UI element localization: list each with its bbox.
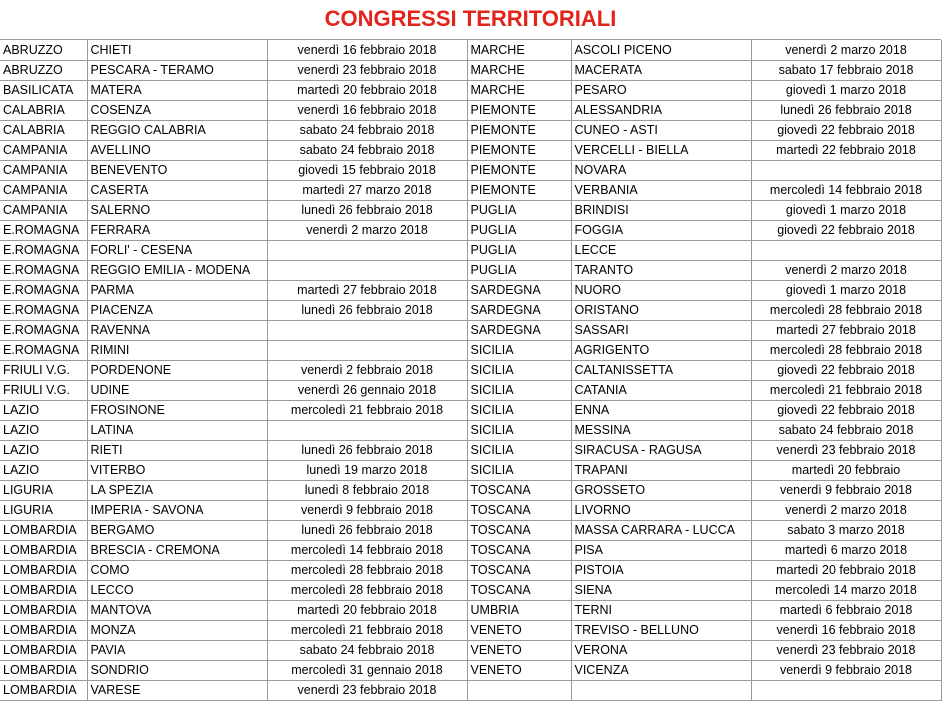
left-city-cell[interactable]: BENEVENTO (87, 160, 267, 180)
left-region-cell[interactable]: LOMBARDIA (0, 560, 87, 580)
left-date-cell[interactable] (267, 240, 467, 260)
table-row (0, 100, 941, 120)
right-city-cell[interactable]: CALTANISSETTA (571, 360, 751, 380)
right-date-cell[interactable] (751, 240, 941, 260)
right-city-cell[interactable]: SIRACUSA - RAGUSA (571, 440, 751, 460)
left-region-cell[interactable]: CAMPANIA (0, 160, 87, 180)
right-date-cell[interactable]: martedì 20 febbraio 2018 (751, 560, 941, 580)
table-row (0, 180, 941, 200)
right-date-cell[interactable]: mercoledì 28 febbraio 2018 (751, 340, 941, 360)
right-city-cell[interactable]: SASSARI (571, 320, 751, 340)
left-city-cell[interactable]: BERGAMO (87, 520, 267, 540)
right-date-cell[interactable]: giovedì 22 febbraio 2018 (751, 220, 941, 240)
right-city-cell[interactable]: TRAPANI (571, 460, 751, 480)
left-city-cell[interactable]: FORLI' - CESENA (87, 240, 267, 260)
right-region-cell[interactable]: SICILIA (467, 460, 571, 480)
right-city-cell[interactable]: LIVORNO (571, 500, 751, 520)
table-row (0, 200, 941, 220)
right-region-cell[interactable]: TOSCANA (467, 500, 571, 520)
right-date-cell[interactable]: venerdì 2 marzo 2018 (751, 40, 941, 60)
left-region-cell[interactable]: E.ROMAGNA (0, 240, 87, 260)
right-date-cell[interactable]: venerdì 16 febbraio 2018 (751, 620, 941, 640)
right-city-cell[interactable]: PISA (571, 540, 751, 560)
left-city-cell[interactable]: VITERBO (87, 460, 267, 480)
right-city-cell[interactable]: PESARO (571, 80, 751, 100)
right-city-cell[interactable]: TREVISO - BELLUNO (571, 620, 751, 640)
left-city-cell[interactable]: SALERNO (87, 200, 267, 220)
right-region-cell[interactable]: TOSCANA (467, 540, 571, 560)
right-city-cell[interactable]: ENNA (571, 400, 751, 420)
right-region-cell[interactable]: PIEMONTE (467, 160, 571, 180)
right-region-cell[interactable]: MARCHE (467, 60, 571, 80)
left-city-cell[interactable]: VARESE (87, 680, 267, 700)
left-date-cell[interactable]: mercoledì 31 gennaio 2018 (267, 660, 467, 680)
right-city-cell[interactable]: MACERATA (571, 60, 751, 80)
right-city-cell[interactable]: AGRIGENTO (571, 340, 751, 360)
right-date-cell[interactable]: giovedì 22 febbraio 2018 (751, 360, 941, 380)
left-region-cell[interactable]: CALABRIA (0, 120, 87, 140)
left-city-cell[interactable]: PARMA (87, 280, 267, 300)
right-city-cell[interactable]: SIENA (571, 580, 751, 600)
left-region-cell[interactable]: LOMBARDIA (0, 580, 87, 600)
left-date-cell[interactable]: mercoledì 28 febbraio 2018 (267, 560, 467, 580)
right-region-cell[interactable]: PIEMONTE (467, 180, 571, 200)
right-region-cell[interactable]: MARCHE (467, 80, 571, 100)
left-city-cell[interactable]: LECCO (87, 580, 267, 600)
right-city-cell[interactable]: VICENZA (571, 660, 751, 680)
right-city-cell[interactable]: GROSSETO (571, 480, 751, 500)
table-row (0, 500, 941, 520)
left-region-cell[interactable]: ABRUZZO (0, 60, 87, 80)
right-date-cell[interactable]: martedì 27 febbraio 2018 (751, 320, 941, 340)
left-city-cell[interactable]: MATERA (87, 80, 267, 100)
left-city-cell[interactable]: COSENZA (87, 100, 267, 120)
left-date-cell[interactable]: martedì 20 febbraio 2018 (267, 600, 467, 620)
table-row (0, 580, 941, 600)
left-region-cell[interactable]: LOMBARDIA (0, 520, 87, 540)
right-city-cell[interactable]: VERCELLI - BIELLA (571, 140, 751, 160)
left-date-cell[interactable] (267, 260, 467, 280)
table-row (0, 140, 941, 160)
left-region-cell[interactable]: LIGURIA (0, 480, 87, 500)
table-row (0, 60, 941, 80)
left-date-cell[interactable]: giovedì 15 febbraio 2018 (267, 160, 467, 180)
table-row (0, 440, 941, 460)
table-row (0, 460, 941, 480)
table-row (0, 520, 941, 540)
left-date-cell[interactable]: lunedì 19 marzo 2018 (267, 460, 467, 480)
left-region-cell[interactable]: CAMPANIA (0, 140, 87, 160)
left-region-cell[interactable]: E.ROMAGNA (0, 220, 87, 240)
table-row (0, 220, 941, 240)
right-date-cell[interactable]: martedì 6 marzo 2018 (751, 540, 941, 560)
right-date-cell[interactable]: sabato 3 marzo 2018 (751, 520, 941, 540)
left-city-cell[interactable]: CHIETI (87, 40, 267, 60)
right-region-cell[interactable]: SARDEGNA (467, 300, 571, 320)
left-date-cell[interactable]: sabato 24 febbraio 2018 (267, 120, 467, 140)
left-region-cell[interactable]: ABRUZZO (0, 40, 87, 60)
left-date-cell[interactable]: martedì 27 marzo 2018 (267, 180, 467, 200)
right-date-cell[interactable]: martedì 20 febbraio (751, 460, 941, 480)
sheet-title: CONGRESSI TERRITORIALI (0, 0, 941, 40)
right-region-cell[interactable]: PUGLIA (467, 220, 571, 240)
right-region-cell[interactable]: PUGLIA (467, 240, 571, 260)
left-date-cell[interactable]: mercoledì 21 febbraio 2018 (267, 620, 467, 640)
left-date-cell[interactable]: lunedì 26 febbraio 2018 (267, 300, 467, 320)
left-city-cell[interactable]: CASERTA (87, 180, 267, 200)
right-city-cell[interactable]: TERNI (571, 600, 751, 620)
right-date-cell[interactable]: mercoledì 21 febbraio 2018 (751, 380, 941, 400)
left-city-cell[interactable]: IMPERIA - SAVONA (87, 500, 267, 520)
left-date-cell[interactable]: sabato 24 febbraio 2018 (267, 140, 467, 160)
left-region-cell[interactable]: LOMBARDIA (0, 620, 87, 640)
right-date-cell[interactable]: martedì 6 febbraio 2018 (751, 600, 941, 620)
right-city-cell[interactable]: PISTOIA (571, 560, 751, 580)
left-region-cell[interactable]: LAZIO (0, 400, 87, 420)
left-city-cell[interactable]: LATINA (87, 420, 267, 440)
table-row (0, 280, 941, 300)
table-row (0, 40, 941, 60)
left-date-cell[interactable]: venerdì 9 febbraio 2018 (267, 500, 467, 520)
left-region-cell[interactable]: LAZIO (0, 460, 87, 480)
left-date-cell[interactable]: venerdì 2 marzo 2018 (267, 220, 467, 240)
right-date-cell[interactable]: lunedì 26 febbraio 2018 (751, 100, 941, 120)
left-region-cell[interactable]: BASILICATA (0, 80, 87, 100)
table-row (0, 340, 941, 360)
left-city-cell[interactable]: FERRARA (87, 220, 267, 240)
left-date-cell[interactable]: mercoledì 28 febbraio 2018 (267, 580, 467, 600)
right-date-cell[interactable]: giovedì 1 marzo 2018 (751, 200, 941, 220)
table-row (0, 600, 941, 620)
left-date-cell[interactable]: venerdì 26 gennaio 2018 (267, 380, 467, 400)
left-region-cell[interactable]: CAMPANIA (0, 200, 87, 220)
table-row (0, 560, 941, 580)
table-row (0, 620, 941, 640)
right-region-cell[interactable]: PIEMONTE (467, 120, 571, 140)
left-date-cell[interactable]: martedì 20 febbraio 2018 (267, 80, 467, 100)
right-city-cell[interactable]: LECCE (571, 240, 751, 260)
left-city-cell[interactable]: RIMINI (87, 340, 267, 360)
left-date-cell[interactable]: lunedì 26 febbraio 2018 (267, 440, 467, 460)
left-city-cell[interactable]: REGGIO EMILIA - MODENA (87, 260, 267, 280)
left-date-cell[interactable]: venerdì 2 febbraio 2018 (267, 360, 467, 380)
left-city-cell[interactable]: REGGIO CALABRIA (87, 120, 267, 140)
right-city-cell[interactable]: FOGGIA (571, 220, 751, 240)
table-row (0, 380, 941, 400)
right-region-cell[interactable]: SARDEGNA (467, 320, 571, 340)
right-date-cell[interactable]: venerdì 9 febbraio 2018 (751, 480, 941, 500)
left-date-cell[interactable]: lunedì 8 febbraio 2018 (267, 480, 467, 500)
left-region-cell[interactable]: LOMBARDIA (0, 660, 87, 680)
right-date-cell[interactable]: mercoledì 14 febbraio 2018 (751, 180, 941, 200)
left-city-cell[interactable]: AVELLINO (87, 140, 267, 160)
table-row (0, 680, 941, 700)
right-city-cell[interactable]: ASCOLI PICENO (571, 40, 751, 60)
right-city-cell[interactable]: MESSINA (571, 420, 751, 440)
right-date-cell[interactable] (751, 680, 941, 700)
left-city-cell[interactable]: MONZA (87, 620, 267, 640)
table-row (0, 320, 941, 340)
right-date-cell[interactable]: venerdì 23 febbraio 2018 (751, 640, 941, 660)
right-date-cell[interactable]: giovedì 1 marzo 2018 (751, 80, 941, 100)
right-region-cell[interactable]: SICILIA (467, 360, 571, 380)
table-row (0, 660, 941, 680)
left-date-cell[interactable]: venerdì 23 febbraio 2018 (267, 680, 467, 700)
right-date-cell[interactable]: venerdì 2 marzo 2018 (751, 500, 941, 520)
left-city-cell[interactable]: MANTOVA (87, 600, 267, 620)
left-date-cell[interactable] (267, 320, 467, 340)
right-region-cell[interactable]: VENETO (467, 640, 571, 660)
right-region-cell[interactable]: PUGLIA (467, 260, 571, 280)
left-city-cell[interactable]: PAVIA (87, 640, 267, 660)
right-date-cell[interactable]: giovedì 22 febbraio 2018 (751, 120, 941, 140)
left-date-cell[interactable]: mercoledì 14 febbraio 2018 (267, 540, 467, 560)
right-region-cell[interactable]: PIEMONTE (467, 100, 571, 120)
right-region-cell[interactable]: MARCHE (467, 40, 571, 60)
table-row (0, 540, 941, 560)
left-date-cell[interactable] (267, 340, 467, 360)
right-region-cell[interactable]: VENETO (467, 660, 571, 680)
right-date-cell[interactable]: venerdì 2 marzo 2018 (751, 260, 941, 280)
left-region-cell[interactable]: E.ROMAGNA (0, 280, 87, 300)
left-region-cell[interactable]: LOMBARDIA (0, 640, 87, 660)
left-date-cell[interactable]: sabato 24 febbraio 2018 (267, 640, 467, 660)
right-city-cell[interactable]: VERBANIA (571, 180, 751, 200)
right-date-cell[interactable]: mercoledì 28 febbraio 2018 (751, 300, 941, 320)
left-region-cell[interactable]: LOMBARDIA (0, 600, 87, 620)
right-city-cell[interactable]: NUORO (571, 280, 751, 300)
right-date-cell[interactable]: venerdì 9 febbraio 2018 (751, 660, 941, 680)
right-region-cell[interactable]: UMBRIA (467, 600, 571, 620)
left-date-cell[interactable]: mercoledì 21 febbraio 2018 (267, 400, 467, 420)
left-date-cell[interactable]: martedì 27 febbraio 2018 (267, 280, 467, 300)
right-city-cell[interactable]: TARANTO (571, 260, 751, 280)
left-date-cell[interactable]: venerdì 16 febbraio 2018 (267, 40, 467, 60)
table-row (0, 300, 941, 320)
right-date-cell[interactable]: sabato 17 febbraio 2018 (751, 60, 941, 80)
table-row (0, 120, 941, 140)
left-date-cell[interactable]: venerdì 16 febbraio 2018 (267, 100, 467, 120)
left-region-cell[interactable]: FRIULI V.G. (0, 380, 87, 400)
left-region-cell[interactable]: E.ROMAGNA (0, 340, 87, 360)
left-city-cell[interactable]: SONDRIO (87, 660, 267, 680)
left-date-cell[interactable]: lunedì 26 febbraio 2018 (267, 520, 467, 540)
right-region-cell[interactable]: VENETO (467, 620, 571, 640)
left-city-cell[interactable]: COMO (87, 560, 267, 580)
table-row (0, 240, 941, 260)
table-row (0, 400, 941, 420)
left-city-cell[interactable]: PIACENZA (87, 300, 267, 320)
left-region-cell[interactable]: LIGURIA (0, 500, 87, 520)
right-city-cell[interactable]: ORISTANO (571, 300, 751, 320)
table-row (0, 480, 941, 500)
left-date-cell[interactable]: venerdì 23 febbraio 2018 (267, 60, 467, 80)
right-region-cell[interactable]: TOSCANA (467, 520, 571, 540)
right-city-cell[interactable] (571, 680, 751, 700)
right-city-cell[interactable]: VERONA (571, 640, 751, 660)
table-row (0, 420, 941, 440)
right-region-cell[interactable]: PIEMONTE (467, 140, 571, 160)
left-region-cell[interactable]: E.ROMAGNA (0, 260, 87, 280)
table-row (0, 80, 941, 100)
right-region-cell[interactable]: SICILIA (467, 400, 571, 420)
right-region-cell[interactable]: SICILIA (467, 420, 571, 440)
left-city-cell[interactable]: FROSINONE (87, 400, 267, 420)
left-region-cell[interactable]: LOMBARDIA (0, 680, 87, 700)
right-city-cell[interactable]: BRINDISI (571, 200, 751, 220)
table-row (0, 360, 941, 380)
right-city-cell[interactable]: MASSA CARRARA - LUCCA (571, 520, 751, 540)
congress-table (0, 40, 942, 701)
right-region-cell[interactable]: SICILIA (467, 340, 571, 360)
left-city-cell[interactable]: UDINE (87, 380, 267, 400)
left-city-cell[interactable]: PORDENONE (87, 360, 267, 380)
left-region-cell[interactable]: CALABRIA (0, 100, 87, 120)
left-region-cell[interactable]: E.ROMAGNA (0, 300, 87, 320)
left-date-cell[interactable]: lunedì 26 febbraio 2018 (267, 200, 467, 220)
left-date-cell[interactable] (267, 420, 467, 440)
right-region-cell[interactable]: SICILIA (467, 380, 571, 400)
left-city-cell[interactable]: PESCARA - TERAMO (87, 60, 267, 80)
right-date-cell[interactable]: giovedì 22 febbraio 2018 (751, 400, 941, 420)
right-region-cell[interactable] (467, 680, 571, 700)
right-date-cell[interactable]: mercoledì 14 marzo 2018 (751, 580, 941, 600)
table-row (0, 260, 941, 280)
right-date-cell[interactable]: martedì 22 febbraio 2018 (751, 140, 941, 160)
right-region-cell[interactable]: SARDEGNA (467, 280, 571, 300)
right-date-cell[interactable] (751, 160, 941, 180)
left-region-cell[interactable]: LAZIO (0, 420, 87, 440)
right-city-cell[interactable]: ALESSANDRIA (571, 100, 751, 120)
right-date-cell[interactable]: sabato 24 febbraio 2018 (751, 420, 941, 440)
right-city-cell[interactable]: CUNEO - ASTI (571, 120, 751, 140)
left-city-cell[interactable]: RIETI (87, 440, 267, 460)
left-region-cell[interactable]: FRIULI V.G. (0, 360, 87, 380)
right-city-cell[interactable]: NOVARA (571, 160, 751, 180)
right-date-cell[interactable]: giovedì 1 marzo 2018 (751, 280, 941, 300)
left-region-cell[interactable]: CAMPANIA (0, 180, 87, 200)
table-row (0, 640, 941, 660)
left-region-cell[interactable]: LAZIO (0, 440, 87, 460)
table-body (0, 40, 941, 700)
right-region-cell[interactable]: TOSCANA (467, 580, 571, 600)
right-region-cell[interactable]: TOSCANA (467, 480, 571, 500)
right-region-cell[interactable]: TOSCANA (467, 560, 571, 580)
right-city-cell[interactable]: CATANIA (571, 380, 751, 400)
right-region-cell[interactable]: PUGLIA (467, 200, 571, 220)
left-city-cell[interactable]: BRESCIA - CREMONA (87, 540, 267, 560)
right-region-cell[interactable]: SICILIA (467, 440, 571, 460)
left-city-cell[interactable]: RAVENNA (87, 320, 267, 340)
left-city-cell[interactable]: LA SPEZIA (87, 480, 267, 500)
left-region-cell[interactable]: LOMBARDIA (0, 540, 87, 560)
table-row (0, 160, 941, 180)
right-date-cell[interactable]: venerdì 23 febbraio 2018 (751, 440, 941, 460)
left-region-cell[interactable]: E.ROMAGNA (0, 320, 87, 340)
